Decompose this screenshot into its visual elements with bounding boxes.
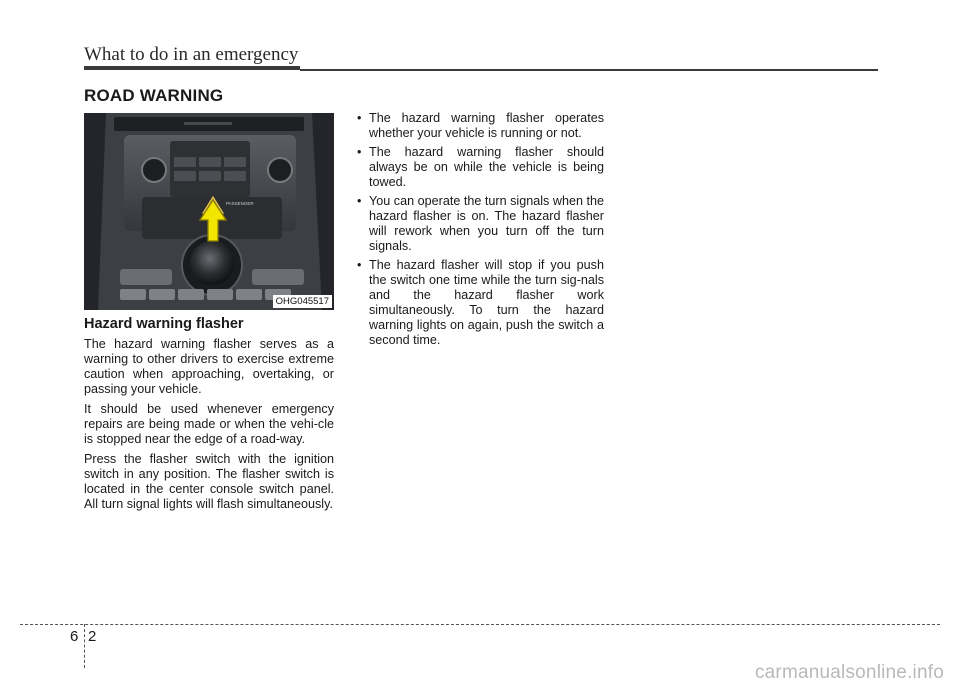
note-text: The hazard warning flasher operates whether your vehicle is running or not. bbox=[369, 111, 604, 140]
control-knob bbox=[190, 241, 234, 285]
note-item bbox=[357, 111, 604, 141]
section-heading: ROAD WARNING bbox=[84, 86, 224, 105]
note-item bbox=[357, 258, 604, 348]
center-console-illustration bbox=[84, 113, 334, 310]
hazard-subheading: Hazard warning flasher bbox=[84, 316, 244, 332]
header-rule-thick bbox=[84, 66, 300, 70]
hazard-paragraph: It should be used whenever emergency repairs are being made or when the vehi-cle is stopped near the edge of a road-way. bbox=[84, 402, 334, 446]
console-photo bbox=[84, 113, 334, 310]
note-text: The hazard warning flasher should always be on while the vehicle is being towed. bbox=[369, 145, 604, 189]
passenger-label: PASSENGER bbox=[226, 201, 254, 206]
bullet-icon: • bbox=[357, 258, 362, 272]
note-text: The hazard flasher will stop if you push the switch one time while the turn sig-nals and the hazard flasher work simultaneously. To turn the hazard warning lights on again, push the switch a second time. bbox=[369, 258, 604, 347]
note-text: You can operate the turn signals when the hazard flasher is on. The hazard flasher will rework when you turn off the turn signals. bbox=[369, 194, 604, 253]
notes-list bbox=[357, 111, 604, 352]
hazard-paragraph: Press the flasher switch with the ignition switch in any position. The flasher switch is located in the center console switch panel. All turn signal lights will flash simultaneously. bbox=[84, 452, 334, 511]
header-rule-thin bbox=[300, 69, 878, 71]
chapter-number: 6 bbox=[70, 628, 79, 645]
chapter-title: What to do in an emergency bbox=[84, 44, 299, 65]
bullet-icon: • bbox=[357, 194, 362, 208]
page-number: 2 bbox=[88, 628, 97, 645]
hazard-body bbox=[84, 337, 334, 517]
bullet-icon: • bbox=[357, 111, 362, 125]
bullet-icon: • bbox=[357, 145, 362, 159]
watermark: carmanualsonline.info bbox=[754, 662, 944, 683]
note-item bbox=[357, 145, 604, 190]
footer-rule bbox=[20, 624, 940, 625]
hazard-paragraph: The hazard warning flasher serves as a warning to other drivers to exercise extreme caution when approaching, overtaking, or passing your vehicle. bbox=[84, 337, 334, 396]
footer-divider bbox=[84, 624, 85, 668]
note-item bbox=[357, 194, 604, 254]
figure-code: OHG045517 bbox=[273, 295, 332, 308]
